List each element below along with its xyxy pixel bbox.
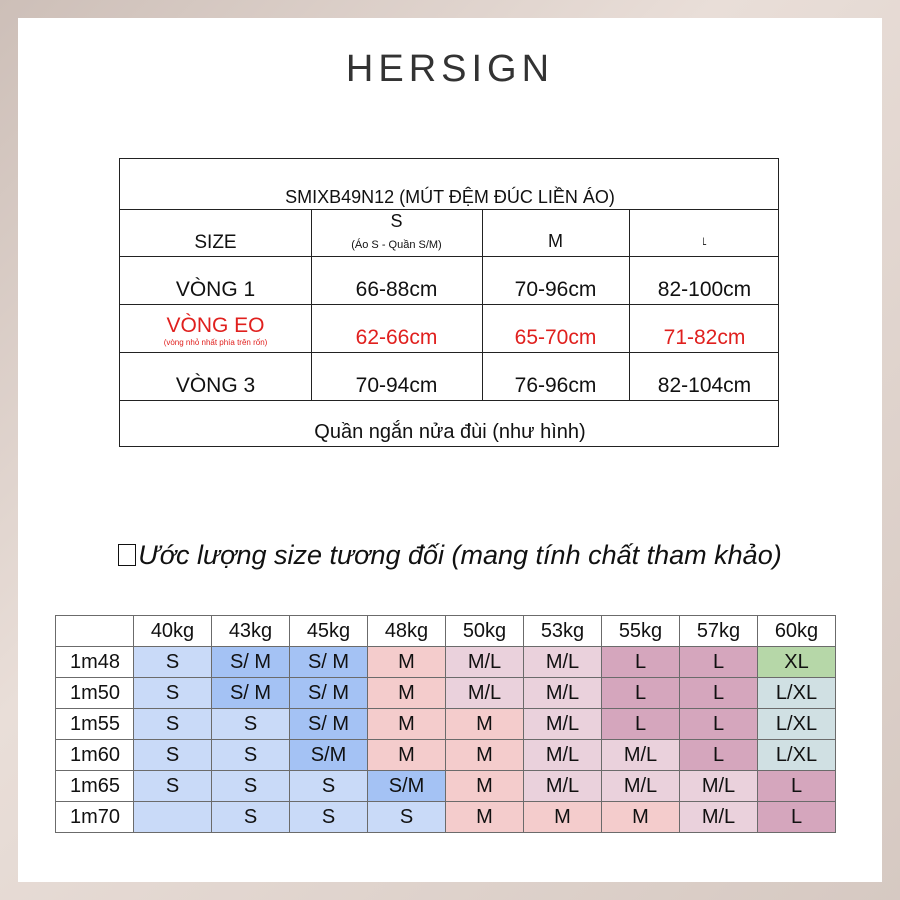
size-estimate-cell: M — [368, 740, 446, 771]
size-value-cell: 82-100cm — [657, 278, 752, 301]
size-estimate-cell: M/L — [446, 678, 524, 709]
size-estimate-cell: S — [134, 709, 212, 740]
weight-header-cell: 60kg — [758, 616, 836, 647]
size-estimate-cell: M — [446, 771, 524, 802]
size-row-label: VÒNG 3 — [175, 374, 256, 397]
size-estimate-cell: S/ M — [212, 678, 290, 709]
weight-header-cell: 50kg — [446, 616, 524, 647]
height-header-cell: 1m70 — [56, 802, 134, 833]
estimate-corner-cell — [56, 616, 134, 647]
size-estimate-cell: L/XL — [758, 740, 836, 771]
size-estimate-cell: S/ M — [290, 647, 368, 678]
size-estimate-cell: S — [368, 802, 446, 833]
size-estimate-cell: M — [602, 802, 680, 833]
weight-header-cell: 40kg — [134, 616, 212, 647]
size-estimate-cell: S — [134, 678, 212, 709]
size-estimate-cell: M/L — [680, 802, 758, 833]
estimate-row — [56, 802, 836, 833]
size-value-cell: 70-94cm — [355, 374, 438, 397]
size-estimate-cell: S/M — [290, 740, 368, 771]
size-estimate-cell: M/L — [524, 678, 602, 709]
size-estimate-cell: S — [134, 771, 212, 802]
size-value-cell: 76-96cm — [514, 374, 597, 397]
size-value-cell: 62-66cm — [355, 326, 438, 349]
height-header-cell: 1m48 — [56, 647, 134, 678]
size-estimate-cell: S — [212, 740, 290, 771]
size-estimate-table — [55, 615, 836, 833]
size-value-cell: 71-82cm — [663, 326, 746, 349]
size-estimate-cell: M — [368, 709, 446, 740]
size-s-label: S — [390, 211, 403, 231]
size-estimate-cell — [134, 802, 212, 833]
size-estimate-cell: M — [446, 802, 524, 833]
size-value-cell: 70-96cm — [514, 278, 597, 301]
size-value-cell: 66-88cm — [355, 278, 438, 301]
size-estimate-cell: S — [212, 709, 290, 740]
size-estimate-cell: L — [602, 709, 680, 740]
size-estimate-cell: S — [134, 647, 212, 678]
weight-header-cell: 48kg — [368, 616, 446, 647]
weight-header-cell: 53kg — [524, 616, 602, 647]
estimate-row — [56, 709, 836, 740]
size-chart-footer: Quần ngắn nửa đùi (như hình) — [314, 421, 586, 443]
size-chart-divider — [120, 400, 778, 401]
size-estimate-cell: M — [368, 647, 446, 678]
height-header-cell: 1m55 — [56, 709, 134, 740]
size-estimate-cell: S — [212, 771, 290, 802]
size-estimate-cell: L/XL — [758, 709, 836, 740]
height-header-cell: 1m60 — [56, 740, 134, 771]
weight-header-cell: 45kg — [290, 616, 368, 647]
size-estimate-cell: M/L — [602, 771, 680, 802]
weight-header-cell: 55kg — [602, 616, 680, 647]
estimate-caption — [0, 540, 900, 571]
size-estimate-cell: L — [680, 740, 758, 771]
size-m-label: M — [548, 231, 563, 251]
height-header-cell: 1m50 — [56, 678, 134, 709]
size-estimate-cell: M/L — [680, 771, 758, 802]
size-estimate-cell: M/L — [602, 740, 680, 771]
size-estimate-cell: S/M — [368, 771, 446, 802]
size-estimate-cell: L — [680, 709, 758, 740]
size-estimate-cell: L — [758, 771, 836, 802]
size-estimate-cell: L — [602, 647, 680, 678]
size-value-cell: 82-104cm — [657, 374, 752, 397]
size-estimate-cell: M — [446, 740, 524, 771]
brand-logo: HERSIGN — [345, 48, 555, 90]
size-estimate-cell: M/L — [524, 647, 602, 678]
size-estimate-cell: S/ M — [212, 647, 290, 678]
size-estimate-cell: S — [134, 740, 212, 771]
size-estimate-cell: S — [290, 802, 368, 833]
estimate-row — [56, 771, 836, 802]
size-estimate-cell: S — [212, 802, 290, 833]
size-row-label: VÒNG 1 — [175, 278, 256, 301]
size-estimate-cell: M/L — [524, 740, 602, 771]
size-estimate-cell: L — [680, 678, 758, 709]
size-estimate-cell: S/ M — [290, 709, 368, 740]
size-estimate-cell: M — [524, 802, 602, 833]
size-chart-divider — [120, 352, 778, 353]
size-chart-divider — [311, 209, 312, 400]
size-estimate-cell: S/ M — [290, 678, 368, 709]
size-estimate-cell: L — [602, 678, 680, 709]
size-estimate-cell: M — [446, 709, 524, 740]
estimate-caption-text: Ước lượng size tương đối (mang tính chất tham khảo) — [138, 540, 782, 570]
size-chart-divider — [120, 304, 778, 305]
size-estimate-cell: S — [290, 771, 368, 802]
size-estimate-cell: L — [680, 647, 758, 678]
estimate-row — [56, 740, 836, 771]
size-chart — [119, 158, 779, 447]
size-estimate-cell: L/XL — [758, 678, 836, 709]
estimate-row — [56, 678, 836, 709]
size-chart-title: SMIXB49N12 (MÚT ĐỆM ĐÚC LIỀN ÁO) — [285, 187, 615, 207]
size-estimate-cell: XL — [758, 647, 836, 678]
weight-header-cell: 57kg — [680, 616, 758, 647]
size-estimate-cell: M — [368, 678, 446, 709]
size-row-note: (vòng nhỏ nhất phía trên rốn) — [163, 338, 268, 347]
size-estimate-cell: M/L — [446, 647, 524, 678]
size-chart-divider — [120, 209, 778, 210]
size-l-label: L — [702, 236, 707, 249]
checkbox-glyph-icon — [118, 544, 136, 566]
weight-header-cell: 43kg — [212, 616, 290, 647]
size-estimate-cell: M/L — [524, 709, 602, 740]
size-s-note: (Áo S - Quần S/M) — [351, 239, 442, 251]
estimate-header-row — [56, 616, 836, 647]
size-chart-divider — [120, 256, 778, 257]
size-estimate-cell: M/L — [524, 771, 602, 802]
size-estimate-cell: L — [758, 802, 836, 833]
size-header-label: SIZE — [194, 232, 237, 253]
size-value-cell: 65-70cm — [514, 326, 597, 349]
size-row-label: VÒNG EO — [166, 314, 265, 337]
height-header-cell: 1m65 — [56, 771, 134, 802]
estimate-row — [56, 647, 836, 678]
